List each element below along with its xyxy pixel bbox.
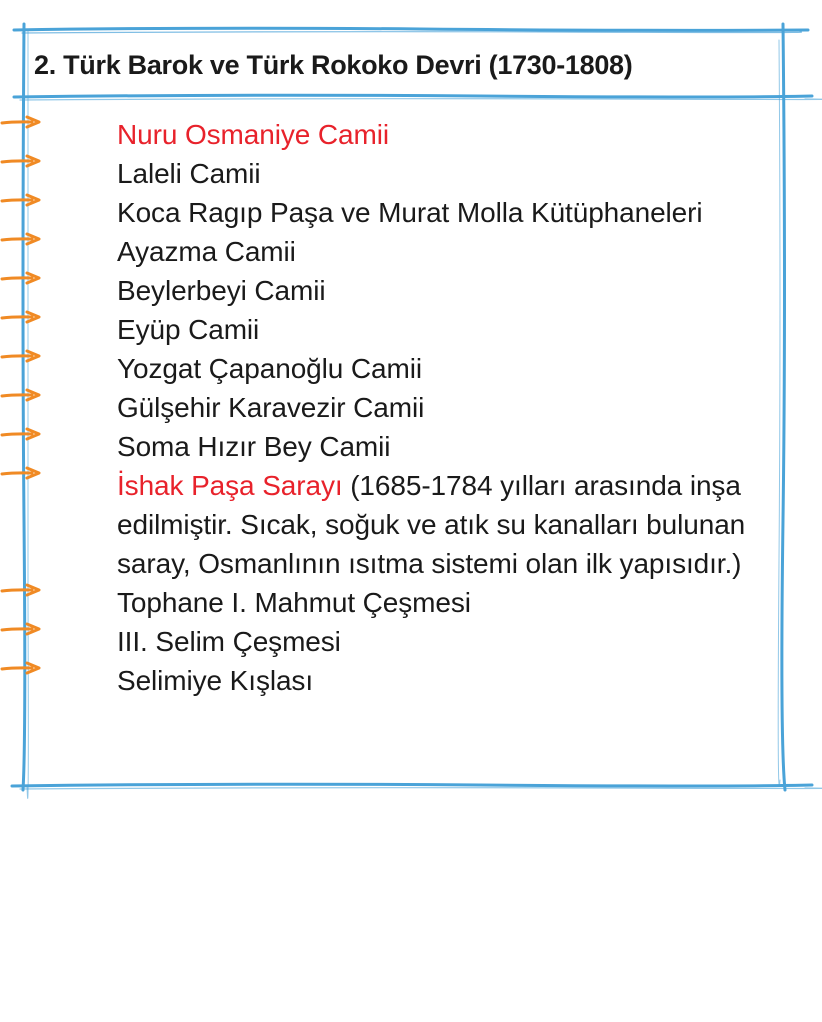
list-item [0,232,822,271]
list-item [0,661,822,700]
list-item [0,583,822,622]
arrow-right-icon [0,661,42,675]
arrow-right-icon [0,310,42,324]
arrow-right-icon [0,193,42,207]
list-item-name: Soma Hızır Bey Camii [117,431,391,462]
list-item-name: Ayazma Camii [117,236,296,267]
arrow-right-icon [0,349,42,363]
list-item [0,466,822,583]
arrow-right-icon [0,466,42,480]
list-item-name: İshak Paşa Sarayı [117,470,343,501]
list-item-note: (1685-1784 yılları arasında inşa edilmiştir. Sıcak, soğuk ve atık su kanalları bulunan saray, Osmanlının ısıtma sistemi olan ilk yapısıdır.) [117,470,746,579]
arrow-right-icon [0,388,42,402]
arrow-right-icon [0,427,42,441]
list-item [0,388,822,427]
list-item-name: III. Selim Çeşmesi [117,626,341,657]
list-item [0,310,822,349]
list-item-name: Selimiye Kışlası [117,665,314,696]
list-item [0,193,822,232]
list-item-name: Koca Ragıp Paşa ve Murat Molla Kütüphaneleri [117,197,703,228]
arrow-right-icon [0,154,42,168]
arrow-right-icon [0,271,42,285]
list-item-name: Nuru Osmaniye Camii [117,119,389,150]
arrow-right-icon [0,622,42,636]
list-item [0,115,822,154]
section-title: 2. Türk Barok ve Türk Rokoko Devri (1730-1808) [34,50,633,80]
monument-list [0,115,822,700]
arrow-right-icon [0,232,42,246]
list-item [0,271,822,310]
list-item-name: Laleli Camii [117,158,261,189]
arrow-right-icon [0,583,42,597]
arrow-right-icon [0,115,42,129]
list-item [0,154,822,193]
list-item-name: Yozgat Çapanoğlu Camii [117,353,422,384]
list-item [0,349,822,388]
list-item [0,427,822,466]
list-item-name: Beylerbeyi Camii [117,275,326,306]
list-item-name: Tophane I. Mahmut Çeşmesi [117,587,471,618]
list-item-name: Gülşehir Karavezir Camii [117,392,425,423]
list-item [0,622,822,661]
list-item-name: Eyüp Camii [117,314,260,345]
